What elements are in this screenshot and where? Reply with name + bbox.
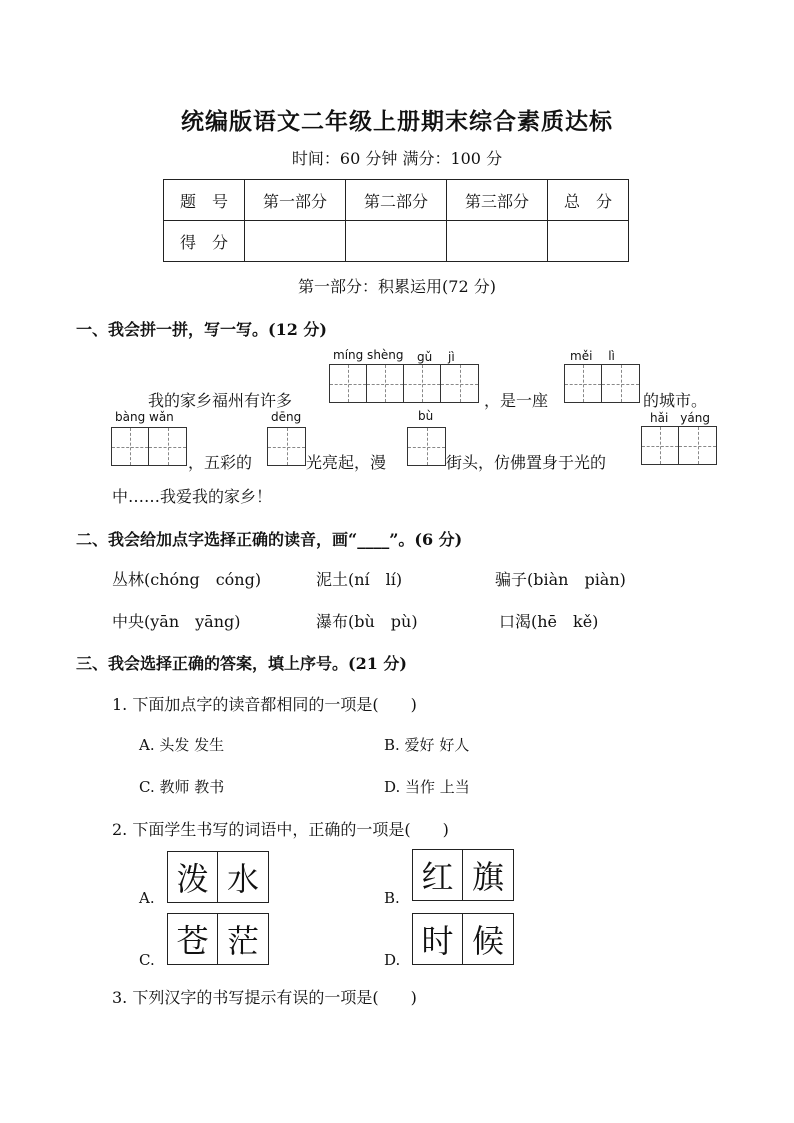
q1-text-6: 街头，仿佛置身于光的 bbox=[446, 453, 607, 472]
q3-sub1-option-c[interactable]: C. 教师 教书 bbox=[139, 778, 225, 796]
q3-sub2-option-a-word[interactable] bbox=[167, 851, 269, 903]
q1-text-4: ，五彩的 bbox=[188, 453, 253, 472]
writing-grid-bangwan[interactable] bbox=[111, 427, 187, 466]
writing-grid-meili[interactable] bbox=[564, 364, 640, 403]
exam-info: 时间：60 分钟 满分：100 分 bbox=[291, 149, 503, 168]
score-cell[interactable] bbox=[447, 221, 548, 262]
q2-item[interactable]: 中央(yān yāng) bbox=[112, 612, 241, 631]
pinyin-mingsheng: míng shèng bbox=[333, 348, 404, 362]
q1-text-7: 中……我爱我的家乡！ bbox=[112, 487, 273, 506]
word-char: 时 bbox=[413, 914, 463, 964]
pinyin-haiyang: hǎi yáng bbox=[650, 411, 710, 425]
q3-sub2-option-a-label[interactable]: A. bbox=[139, 889, 155, 907]
pinyin-bangwan: bàng wǎn bbox=[115, 410, 174, 424]
part1-title: 第一部分：积累运用(72 分) bbox=[298, 277, 496, 296]
q3-sub2-option-b-label[interactable]: B. bbox=[384, 889, 400, 907]
q3-sub1-option-a[interactable]: A. 头发 发生 bbox=[139, 736, 225, 754]
score-cell[interactable] bbox=[548, 221, 629, 262]
q1-text-3: 的城市。 bbox=[643, 391, 708, 410]
q3-title: 三、我会选择正确的答案，填上序号。(21 分) bbox=[76, 654, 407, 673]
word-char: 候 bbox=[471, 922, 504, 960]
writing-grid-deng[interactable] bbox=[267, 427, 306, 466]
q2-item[interactable]: 骗子(biàn piàn) bbox=[495, 570, 626, 589]
writing-grid-mingsheng-guji[interactable] bbox=[329, 364, 479, 403]
q3-sub2-option-d-label[interactable]: D. bbox=[384, 951, 401, 969]
word-char: 水 bbox=[226, 860, 259, 898]
q3-sub2-option-c-label[interactable]: C. bbox=[139, 951, 155, 969]
q2-item[interactable]: 口渴(hē kě) bbox=[499, 612, 599, 631]
pinyin-bu: bù bbox=[418, 409, 434, 423]
q3-sub1-option-d[interactable]: D. 当作 上当 bbox=[384, 778, 470, 796]
q1-text-5: 光亮起，漫 bbox=[306, 453, 387, 472]
pinyin-guji: gǔ jì bbox=[417, 350, 455, 364]
q2-item[interactable]: 丛林(chóng cóng) bbox=[112, 570, 262, 589]
q3-sub1-stem: 1. 下面加点字的读音都相同的一项是( ) bbox=[112, 695, 417, 714]
score-table-header-row bbox=[164, 180, 629, 221]
q2-item[interactable]: 泥土(ní lí) bbox=[316, 570, 403, 589]
score-table bbox=[163, 179, 629, 262]
q2-title: 二、我会给加点字选择正确的读音，画“____”。(6 分) bbox=[76, 530, 463, 549]
q3-sub2-option-c-word[interactable] bbox=[167, 913, 269, 965]
score-header-cell: 总 分 bbox=[548, 180, 629, 221]
q1-text-1: 我的家乡福州有许多 bbox=[148, 391, 293, 410]
q2-item[interactable]: 瀑布(bù pù) bbox=[316, 612, 418, 631]
score-header-cell: 第三部分 bbox=[447, 180, 548, 221]
word-char: 红 bbox=[413, 850, 463, 900]
writing-grid-haiyang[interactable] bbox=[641, 426, 717, 465]
writing-grid-bu[interactable] bbox=[407, 427, 446, 466]
score-cell[interactable] bbox=[245, 221, 346, 262]
score-header-cell: 第二部分 bbox=[346, 180, 447, 221]
q3-sub3-stem: 3. 下列汉字的书写提示有误的一项是( ) bbox=[112, 988, 417, 1007]
q3-sub2-option-b-word[interactable] bbox=[412, 849, 514, 901]
word-char: 茫 bbox=[226, 922, 259, 960]
q3-sub2-stem: 2. 下面学生书写的词语中，正确的一项是( ) bbox=[112, 820, 449, 839]
q1-title: 一、我会拼一拼，写一写。(12 分) bbox=[76, 320, 327, 339]
word-char: 旗 bbox=[471, 858, 504, 896]
q3-sub2-option-d-word[interactable] bbox=[412, 913, 514, 965]
word-char: 苍 bbox=[168, 914, 218, 964]
score-table-score-row bbox=[164, 221, 629, 262]
pinyin-meili: měi lì bbox=[570, 349, 615, 363]
pinyin-deng: dēng bbox=[271, 410, 302, 424]
score-header-cell: 第一部分 bbox=[245, 180, 346, 221]
score-header-cell: 题 号 bbox=[164, 180, 245, 221]
score-cell[interactable] bbox=[346, 221, 447, 262]
word-char: 泼 bbox=[168, 852, 218, 902]
q1-text-2: ，是一座 bbox=[484, 391, 549, 410]
document-title: 统编版语文二年级上册期末综合素质达标 bbox=[181, 108, 613, 135]
score-row-label: 得 分 bbox=[164, 221, 245, 262]
q3-sub1-option-b[interactable]: B. 爱好 好人 bbox=[384, 736, 470, 754]
